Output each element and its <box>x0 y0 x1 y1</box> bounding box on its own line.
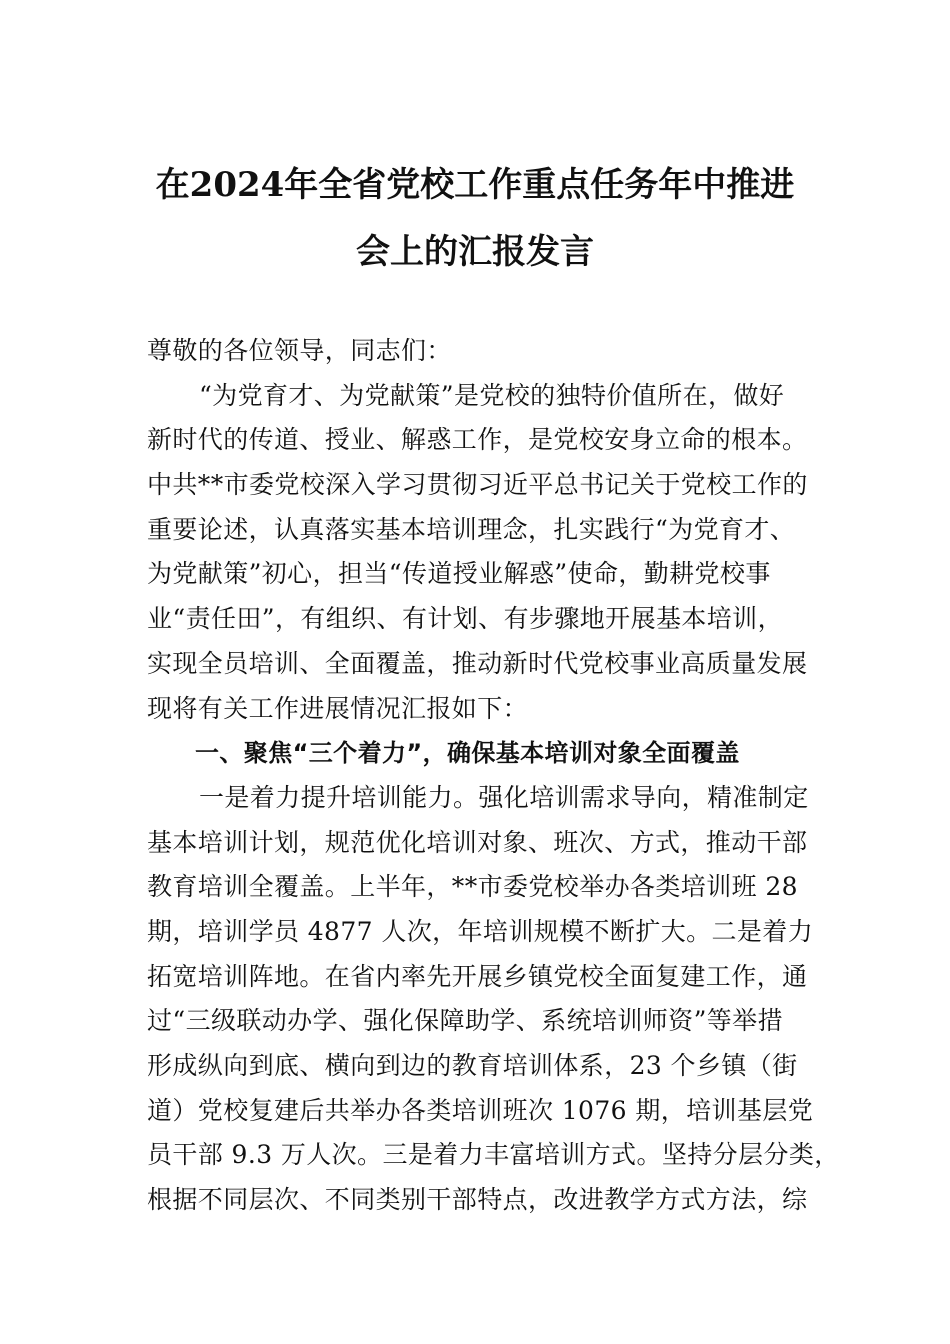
body-text-line: 道）党校复建后共举办各类培训班次 1076 期，培训基层党 <box>147 1095 814 1125</box>
body-text-line: 员干部 9.3 万人次。三是着力丰富培训方式。坚持分层分类， <box>147 1140 840 1170</box>
body-text-line: 新时代的传道、授业、解惑工作，是党校安身立命的根本。 <box>147 425 808 455</box>
body-text-line: 期，培训学员 4877 人次，年培训规模不断扩大。二是着力 <box>147 916 814 946</box>
body-text-line: 过“三级联动办学、强化保障助学、系统培训师资”等举措 <box>147 1006 783 1036</box>
body-text-line: “为党育才、为党献策”是党校的独特价值所在，做好 <box>199 380 785 410</box>
body-text-line: 现将有关工作进展情况汇报如下： <box>147 693 529 723</box>
body-text-line: 一是着力提升培训能力。强化培训需求导向，精准制定 <box>199 782 809 812</box>
document-title-line-1: 在2024年全省党校工作重点任务年中推进 <box>155 165 795 205</box>
document-body <box>147 333 840 1227</box>
body-text-line: 重要论述，认真落实基本培训理念，扎实践行“为党育才、 <box>147 514 796 544</box>
body-text-line: 为党献策”初心，担当“传道授业解惑”使命，勤耕党校事 <box>147 559 771 589</box>
body-text-line: 实现全员培训、全面覆盖，推动新时代党校事业高质量发展 <box>147 648 808 678</box>
body-text-line: 形成纵向到底、横向到边的教育培训体系，23 个乡镇（街 <box>147 1051 798 1080</box>
body-text-line: 教育培训全覆盖。上半年，**市委党校举办各类培训班 28 <box>147 872 798 902</box>
body-text-line: 根据不同层次、不同类别干部特点，改进教学方式方法，综 <box>147 1185 808 1215</box>
body-text-line: 业“责任田”，有组织、有计划、有步骤地开展基本培训， <box>147 604 783 634</box>
body-text-line: 基本培训计划，规范优化培训对象、班次、方式，推动干部 <box>147 827 808 857</box>
body-text-line: 拓宽培训阵地。在省内率先开展乡镇党校全面复建工作，通 <box>147 961 808 991</box>
section-heading: 一、聚焦“三个着力”，确保基本培训对象全面覆盖 <box>195 739 740 768</box>
body-text-line: 尊敬的各位领导，同志们： <box>147 336 452 365</box>
document-title-line-2: 会上的汇报发言 <box>356 232 594 272</box>
body-text-line: 中共**市委党校深入学习贯彻习近平总书记关于党校工作的 <box>147 470 808 500</box>
